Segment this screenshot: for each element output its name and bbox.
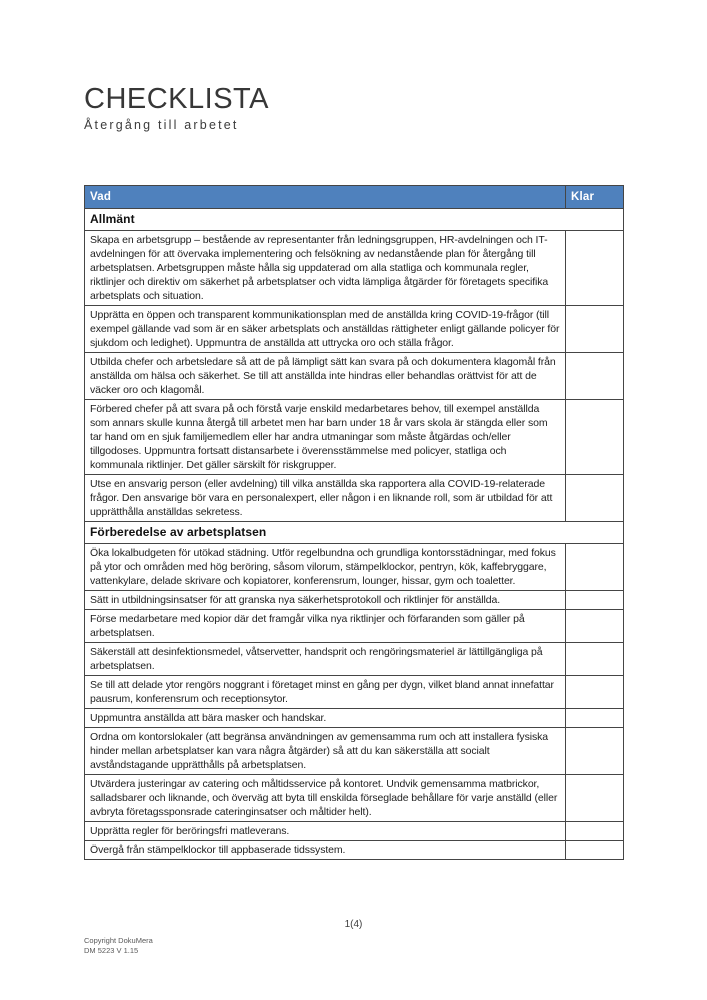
section-row xyxy=(85,522,624,544)
done-checkbox-cell xyxy=(566,306,624,353)
checklist-item-row xyxy=(85,643,624,676)
page-title: CHECKLISTA xyxy=(84,83,269,115)
item-text: Sätt in utbildningsinsatser för att granska nya säkerhetsprotokoll och riktlinjer för anställda. xyxy=(85,591,566,610)
done-checkbox-cell xyxy=(566,841,624,860)
done-checkbox-cell xyxy=(566,400,624,475)
table-header-row xyxy=(85,186,624,209)
item-text: Skapa en arbetsgrupp – bestående av representanter från ledningsgruppen, HR-avdelningen och IT-avdelningen för att övervaka implementering och felsökning av nedanstående plan för återgång till arbetsplatsen. Arbetsgruppen måste hålla sig uppdaterad om alla statliga och kommunala regler, riktlinjer och direktiv om säkerhet på arbetsplatser och vidta lämpliga åtgärder för företagets specifika arbetsplats och situation. xyxy=(85,231,566,306)
copyright-text: Copyright DokuMera xyxy=(84,936,153,945)
document-header xyxy=(84,84,624,132)
done-checkbox-cell xyxy=(566,353,624,400)
done-checkbox-cell xyxy=(566,610,624,643)
item-text: Öka lokalbudgeten för utökad städning. Utför regelbundna och grundliga kontorsstädningar, med fokus på ytor och områden med hög beröring, såsom vilorum, stämpelklockor, pentryn, kök, kaffebryggare, vattenkylare, delade skrivare och kopiatorer, konferensrum, lounger, hissar, gym och toaletter. xyxy=(85,544,566,591)
checklist-item-row xyxy=(85,728,624,775)
item-text: Säkerställ att desinfektionsmedel, våtservetter, handsprit och rengöringsmateriel är lättillgängliga på arbetsplatsen. xyxy=(85,643,566,676)
item-text: Se till att delade ytor rengörs noggrant i företaget minst en gång per dygn, vilket bland annat innefattar pausrum, konferensrum och receptionsytor. xyxy=(85,676,566,709)
checklist-table xyxy=(84,185,624,860)
done-checkbox-cell xyxy=(566,591,624,610)
checklist-item-row xyxy=(85,591,624,610)
item-text: Utbilda chefer och arbetsledare så att de på lämpligt sätt kan svara på och dokumentera klagomål från anställda om hälsa och säkerhet. Se till att anställda inte hindras eller behandlas orättvist för att de väcker oro och klagomål. xyxy=(85,353,566,400)
item-text: Upprätta en öppen och transparent kommunikationsplan med de anställda kring COVID-19-frågor (till exempel gällande vad som är en säker arbetsplats och anställdas rättigheter enligt gällande policyer för sjukdom och ledighet). Uppmuntra de anställda att uttrycka oro och ställa frågor. xyxy=(85,306,566,353)
item-text: Övergå från stämpelklockor till appbaserade tidssystem. xyxy=(85,841,566,860)
section-row xyxy=(85,209,624,231)
column-header-klar: Klar xyxy=(566,186,624,209)
item-text: Förse medarbetare med kopior där det framgår vilka nya riktlinjer och förfaranden som gäller på arbetsplatsen. xyxy=(85,610,566,643)
item-text: Ordna om kontorslokaler (att begränsa användningen av gemensamma rum och att installera fysiska hinder mellan arbetsplatser kan vara några åtgärder) så att du kan säkerställa att socialt avståndstagande upprätthålls på arbetsplatsen. xyxy=(85,728,566,775)
item-text: Utvärdera justeringar av catering och måltidsservice på kontoret. Undvik gemensamma matbrickor, salladsbarer och liknande, och överväg att byta till enskilda förseglade behållare för varje anställd (eller avbryta företagssponsrade cateringinsatser och måltider helt). xyxy=(85,775,566,822)
done-checkbox-cell xyxy=(566,643,624,676)
done-checkbox-cell xyxy=(566,822,624,841)
item-text: Upprätta regler för beröringsfri matleverans. xyxy=(85,822,566,841)
checklist-item-row xyxy=(85,709,624,728)
page-number: 1(4) xyxy=(344,919,363,930)
page-subtitle: Återgång till arbetet xyxy=(84,118,239,133)
checklist-item-row xyxy=(85,544,624,591)
done-checkbox-cell xyxy=(566,231,624,306)
done-checkbox-cell xyxy=(566,544,624,591)
checklist-item-row xyxy=(85,306,624,353)
document-footer xyxy=(84,936,153,956)
document-id: DM 5223 V 1.15 xyxy=(84,946,139,956)
checklist-item-row xyxy=(85,610,624,643)
done-checkbox-cell xyxy=(566,728,624,775)
done-checkbox-cell xyxy=(566,475,624,522)
checklist-item-row xyxy=(85,676,624,709)
checklist-item-row xyxy=(85,400,624,475)
checklist-item-row xyxy=(85,475,624,522)
checklist-item-row xyxy=(85,841,624,860)
checklist-item-row xyxy=(85,231,624,306)
item-text: Utse en ansvarig person (eller avdelning) till vilka anställda ska rapportera alla COVID-19-relaterade frågor. Den ansvarige bör vara en personalexpert, eller någon i en liknande roll, som är utbildad för att upprätthålla anställdas sekretess. xyxy=(85,475,566,522)
checklist-item-row xyxy=(85,822,624,841)
done-checkbox-cell xyxy=(566,709,624,728)
checklist-item-row xyxy=(85,775,624,822)
section-title: Allmänt xyxy=(85,209,624,231)
done-checkbox-cell xyxy=(566,676,624,709)
item-text: Uppmuntra anställda att bära masker och handskar. xyxy=(85,709,566,728)
done-checkbox-cell xyxy=(566,775,624,822)
column-header-vad: Vad xyxy=(85,186,566,209)
checklist-item-row xyxy=(85,353,624,400)
section-title: Förberedelse av arbetsplatsen xyxy=(85,522,624,544)
item-text: Förbered chefer på att svara på och förstå varje enskild medarbetares behov, till exempel anställda som annars skulle kunna återgå till arbetet men har barn under 18 år vars skola är stängda eller som tar hand om en sjuk familjemedlem eller har andra utmaningar som måste åtgärdas och/eller tillgodoses. Uppmuntra fortsatt distansarbete i överensstämmelse med policyer, statliga och kommunala riktlinjer. Det gäller särskilt för riskgrupper. xyxy=(85,400,566,475)
